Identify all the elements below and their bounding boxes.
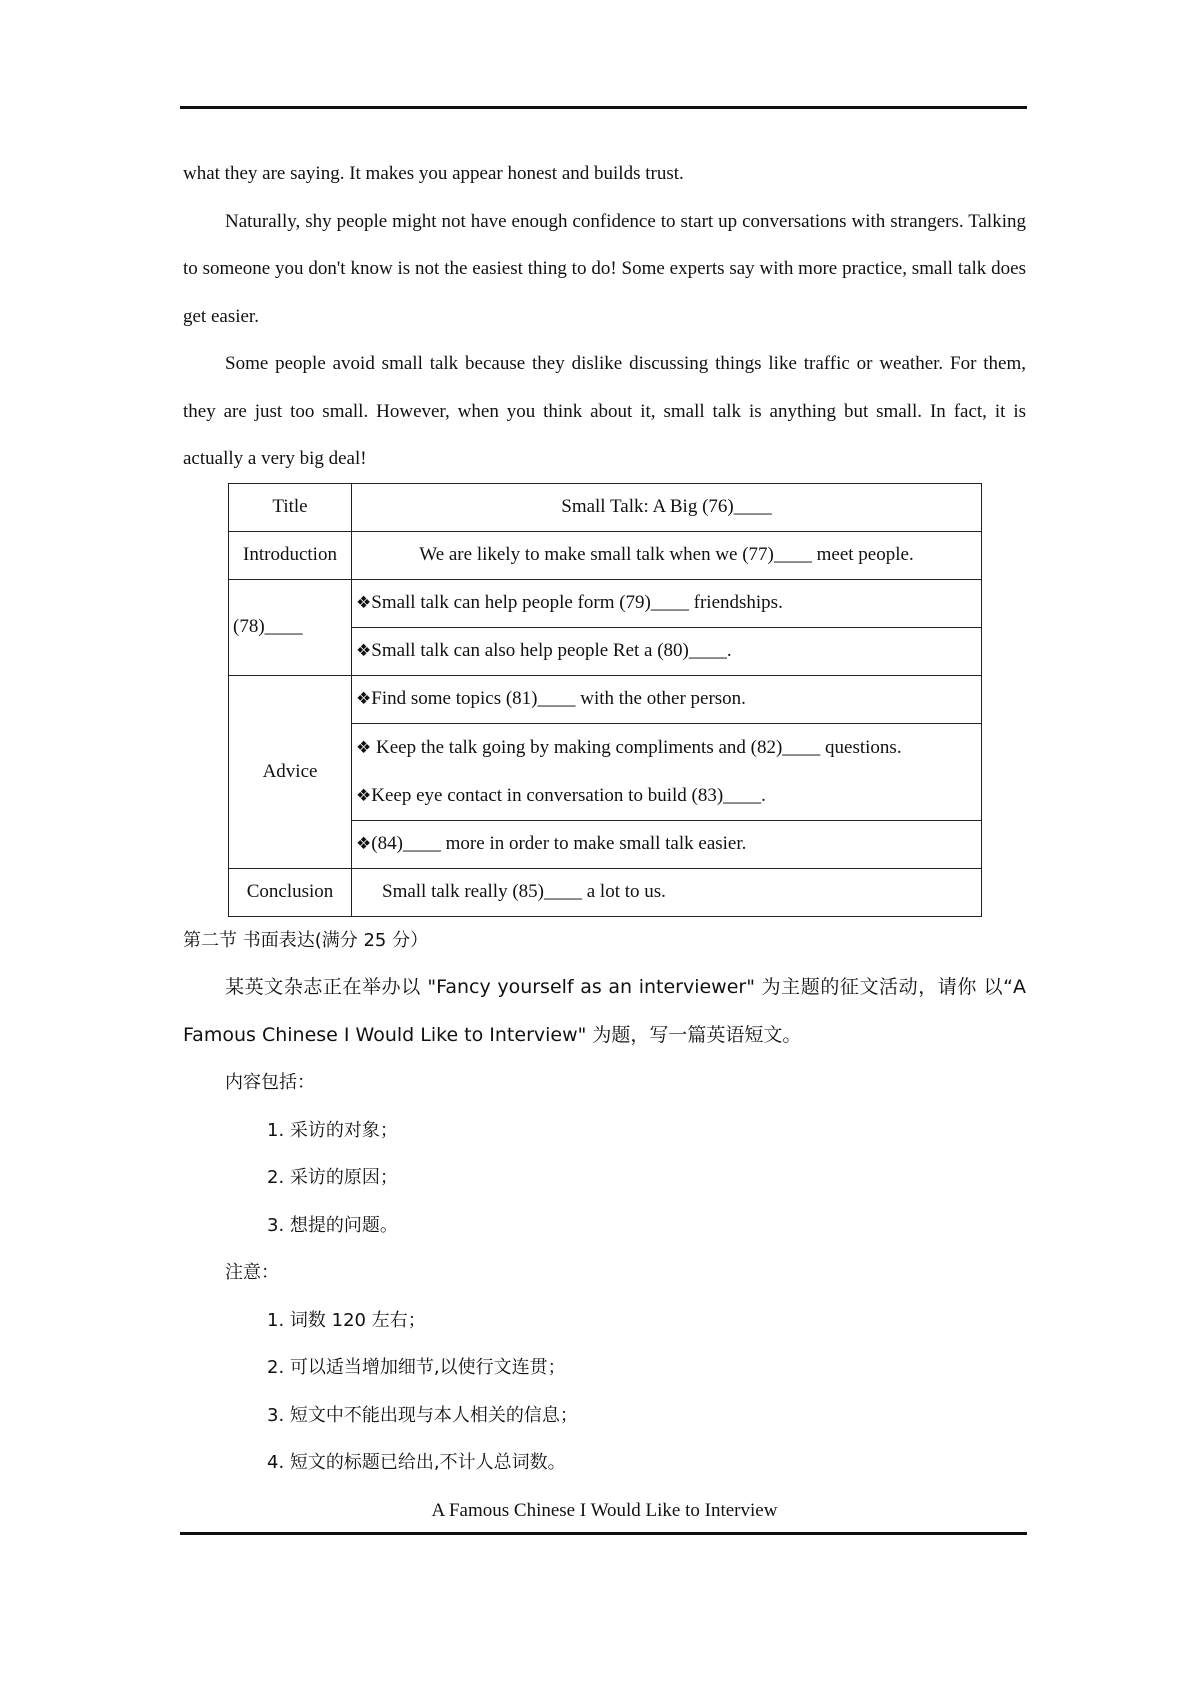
- writing-task-intro: 某英文杂志正在举办以 "Fancy yourself as an interviewer" 为主题的征文活动，请你 以“A Famous Chinese I Would Like to Interview" 为题，写一篇英语短文。: [183, 976, 1026, 1046]
- diamond-bullet-icon: ❖: [356, 785, 372, 806]
- advice-item-3: [356, 772, 977, 820]
- conclusion-value: Small talk really (85)____ a lot to us.: [352, 868, 982, 916]
- diamond-bullet-icon: ❖: [356, 834, 372, 854]
- footer-rule: [180, 1532, 1027, 1535]
- content-item: 1. 采访的对象；: [267, 1119, 398, 1141]
- notes-item: 1. 词数 120 左右；: [267, 1309, 426, 1331]
- summary-table: [228, 483, 982, 917]
- content-item: 3. 想提的问题。: [267, 1214, 398, 1236]
- header-rule: [180, 106, 1027, 109]
- notes-item: 2. 可以适当增加细节,以使行文连贯；: [267, 1357, 566, 1378]
- content-item: 2. 采访的原因；: [267, 1167, 398, 1188]
- advice-item-2-3: [352, 723, 982, 820]
- table-row-78a: [229, 579, 982, 627]
- advice-item-2: [356, 724, 977, 772]
- title-value: Small Talk: A Big (76)____: [352, 483, 982, 531]
- q78-label: (78)____: [229, 579, 352, 675]
- introduction-value: We are likely to make small talk when we (77)____ meet people.: [352, 531, 982, 579]
- title-label: Title: [229, 483, 352, 531]
- passage-paragraph-3: Some people avoid small talk because they dislike discussing things like traffic or weather. For them, they are just too small. However, when you think about it, small talk is anything but small. In fact, it is actually a very big deal!: [183, 353, 1026, 469]
- q78-item-2: [352, 627, 982, 675]
- advice-item-text: Find some topics (81)____ with the other person.: [371, 688, 746, 709]
- passage-paragraph-2: Naturally, shy people might not have enough confidence to start up conversations with strangers. Talking to someone you don't know is not the easiest thing to do! Some experts say with more practice, small talk does get easier.: [183, 210, 1026, 327]
- notes-heading: 注意：: [225, 1262, 279, 1283]
- table-row-conclusion: [229, 868, 982, 916]
- conclusion-label: Conclusion: [229, 868, 352, 916]
- advice-label: [229, 675, 352, 868]
- diamond-bullet-icon: ❖: [356, 593, 372, 613]
- content-heading: 内容包括：: [225, 1072, 315, 1093]
- advice-item-1: [352, 675, 982, 723]
- advice-label-text: Advice: [262, 760, 318, 782]
- notes-item: 4. 短文的标题已给出,不计人总词数。: [267, 1452, 566, 1473]
- table-row-advice-a: [229, 675, 982, 723]
- advice-item-4: [352, 820, 982, 868]
- q78-item-text: Small talk can also help people Ret a (80)____.: [371, 640, 732, 661]
- diamond-bullet-icon: ❖: [356, 689, 372, 709]
- diamond-bullet-icon: ❖: [356, 641, 372, 661]
- table-row-introduction: [229, 531, 982, 579]
- section-heading: 第二节 书面表达(满分 25 分）: [183, 929, 429, 951]
- table-row-title: [229, 483, 982, 531]
- q78-item-1: [352, 579, 982, 627]
- diamond-bullet-icon: ❖: [356, 737, 372, 758]
- advice-item-text: Keep the talk going by making compliments and (82)____ questions.: [376, 736, 902, 758]
- q78-item-text: Small talk can help people form (79)____ friendships.: [371, 592, 783, 613]
- introduction-label: Introduction: [229, 531, 352, 579]
- advice-item-text: (84)____ more in order to make small talk easier.: [371, 833, 747, 854]
- page-content: [183, 150, 1026, 1534]
- passage-paragraph-1-tail: what they are saying. It makes you appear honest and builds trust.: [183, 163, 684, 184]
- advice-item-text: Keep eye contact in conversation to build (83)____.: [371, 784, 766, 806]
- notes-item: 3. 短文中不能出现与本人相关的信息；: [267, 1404, 578, 1426]
- essay-title: A Famous Chinese I Would Like to Interview: [431, 1499, 778, 1521]
